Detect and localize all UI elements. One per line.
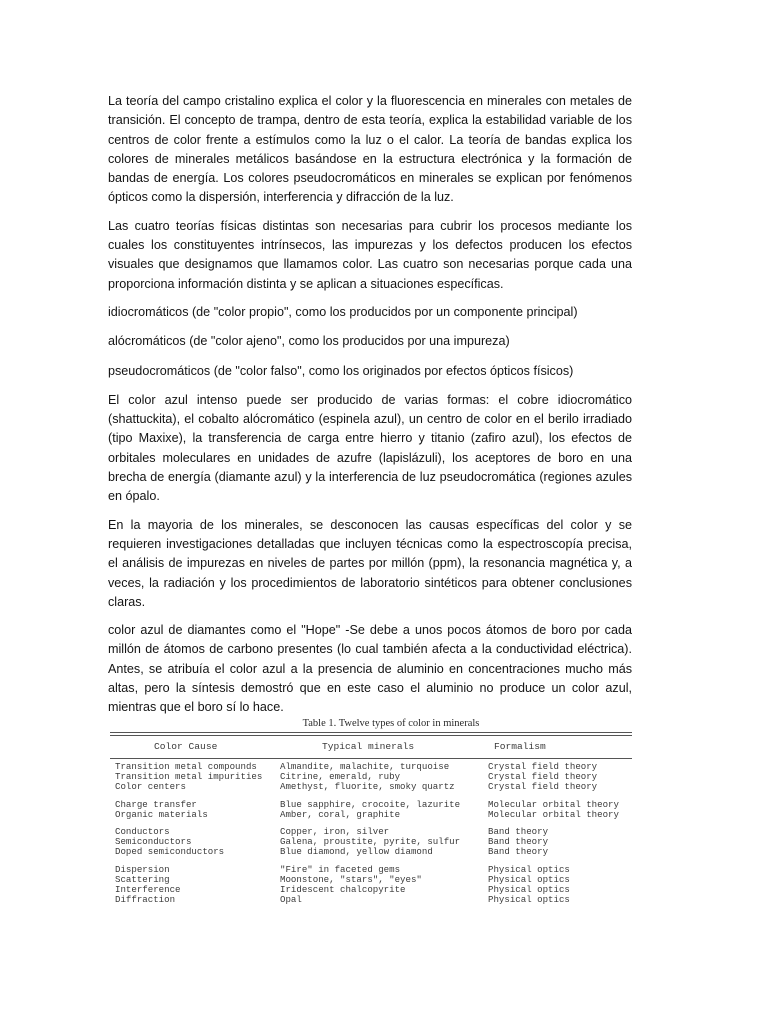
paragraph-unknown-causes: En la mayoria de los minerales, se desconocen las causas específicas del color y se requieren investigaciones detalladas que incluyen técnicas como la espectroscopía precisa, el análisis de impurezas en niveles de partes por millón (ppm), la resonancia magnética y, a veces, la radiación y los procedimientos de laboratorio sintéticos para obtener conclusiones claras. bbox=[108, 517, 632, 609]
cell-typical-minerals: Amethyst, fluorite, smoky quartz bbox=[280, 781, 455, 793]
table-top-rule bbox=[110, 732, 632, 733]
cell-color-cause: Interference bbox=[115, 884, 181, 896]
paragraph-blue-color: El color azul intenso puede ser producido de varias formas: el cobre idiocromático (shattuckita), el cobalto alócromático (espinela azul), un centro de color en el berilo irradiado (tipo Maxixe), la transferencia de carga entre hierro y titanio (zafiro azul), los efectos de orbitales moleculares en unidades de azufre (lapislázuli), los aceptores de boro en una brecha de energía (diamante azul) y la interferencia de luz pseudocromática (regiones azules en ópalo. bbox=[108, 392, 632, 504]
cell-typical-minerals: Copper, iron, silver bbox=[280, 826, 390, 838]
cell-typical-minerals: Blue sapphire, crocoite, lazurite bbox=[280, 798, 461, 810]
table-row bbox=[110, 847, 632, 857]
cell-formalism: Physical optics bbox=[488, 873, 570, 885]
cell-formalism: Molecular orbital theory bbox=[488, 798, 619, 810]
cell-color-cause: Charge transfer bbox=[115, 798, 197, 810]
cell-formalism: Physical optics bbox=[488, 894, 570, 906]
table-group bbox=[110, 800, 632, 820]
cell-color-cause: Color centers bbox=[115, 781, 186, 793]
cell-typical-minerals: Amber, coral, graphite bbox=[280, 808, 401, 820]
cell-typical-minerals: Iridescent chalcopyrite bbox=[280, 884, 406, 896]
cell-color-cause: Conductors bbox=[115, 826, 170, 838]
paragraph-four-theories: Las cuatro teorías físicas distintas son necesarias para cubrir los procesos mediante los cuales los constituyentes intrínsecos, las impurezas y los defectos producen los efectos visuales que designamos que llamamos color. Las cuatro son necesarias porque cada una proporciona información distinta y se aplican a situaciones específicas. bbox=[108, 218, 632, 291]
table-group bbox=[110, 827, 632, 858]
header-typical-minerals: Typical minerals bbox=[322, 741, 415, 752]
table-header-row bbox=[110, 736, 632, 758]
definition-idiochromatic: idiocromáticos (de "color propio", como los producidos por un componente principal) bbox=[108, 304, 578, 319]
table-group bbox=[110, 762, 632, 793]
cell-formalism: Band theory bbox=[488, 846, 549, 858]
paragraph-hope-diamond: color azul de diamantes como el "Hope" -Se debe a unos pocos átomos de boro por cada millón de átomos de carbono presentes (lo cual también afecta a la conductividad eléctrica). Antes, se atribuía el color azul a la presencia de aluminio en concentraciones mucho más altas, pero la síntesis demostró que en este caso el aluminio no produce un color azul, mientras que el boro sí lo hace. bbox=[108, 623, 632, 715]
table-group bbox=[110, 865, 632, 906]
cell-typical-minerals: Almandite, malachite, turquoise bbox=[280, 761, 450, 772]
cell-formalism: Band theory bbox=[488, 836, 549, 848]
cell-color-cause: Scattering bbox=[115, 873, 170, 885]
cell-formalism: Band theory bbox=[488, 826, 549, 838]
cell-typical-minerals: Opal bbox=[280, 894, 302, 906]
color-types-table bbox=[110, 716, 632, 912]
cell-typical-minerals: Blue diamond, yellow diamond bbox=[280, 846, 433, 858]
cell-color-cause: Doped semiconductors bbox=[115, 846, 225, 858]
table-row bbox=[110, 895, 632, 905]
table-row bbox=[110, 810, 632, 820]
cell-formalism: Crystal field theory bbox=[488, 781, 598, 793]
paragraph-crystal-field: La teoría del campo cristalino explica el color y la fluorescencia en minerales con metales de transición. El concepto de trampa, dentro de esta teoría, explica la estabilidad variable de los centros de color frente a estímulos como la luz o el calor. La teoría de bandas explica los colores de minerales metálicos basándose en la estructura electrónica y la formación de bandas de energía. Los colores pseudocromáticos en minerales se explican por fenómenos ópticos como la dispersión, interferencia y difracción de la luz. bbox=[108, 94, 632, 205]
table-title: Table 1. Twelve types of color in minerals bbox=[302, 718, 480, 729]
cell-formalism: Physical optics bbox=[488, 863, 570, 875]
table-body bbox=[110, 759, 632, 905]
cell-color-cause: Diffraction bbox=[115, 894, 176, 906]
cell-color-cause: Semiconductors bbox=[115, 836, 192, 848]
cell-formalism: Molecular orbital theory bbox=[488, 808, 619, 820]
cell-color-cause: Dispersion bbox=[115, 863, 170, 875]
cell-formalism: Physical optics bbox=[488, 884, 570, 896]
header-formalism: Formalism bbox=[494, 741, 546, 752]
document-body bbox=[108, 92, 632, 727]
definition-pseudochromatic: pseudocromáticos (de "color falso", como los originados por efectos ópticos físicos) bbox=[108, 363, 574, 378]
cell-color-cause: Transition metal impurities bbox=[115, 771, 263, 783]
header-color-cause: Color Cause bbox=[154, 741, 218, 752]
cell-color-cause: Organic materials bbox=[115, 808, 208, 820]
cell-typical-minerals: "Fire" in faceted gems bbox=[280, 863, 401, 875]
cell-formalism: Crystal field theory bbox=[488, 771, 598, 783]
table-row bbox=[110, 782, 632, 792]
cell-typical-minerals: Citrine, emerald, ruby bbox=[280, 771, 401, 783]
cell-formalism: Crystal field theory bbox=[488, 761, 598, 772]
cell-typical-minerals: Galena, proustite, pyrite, sulfur bbox=[280, 836, 461, 848]
cell-typical-minerals: Moonstone, "stars", "eyes" bbox=[280, 873, 422, 885]
cell-color-cause: Transition metal compounds bbox=[115, 761, 257, 772]
definition-allochromatic: alócromáticos (de "color ajeno", como los producidos por una impureza) bbox=[108, 334, 510, 349]
